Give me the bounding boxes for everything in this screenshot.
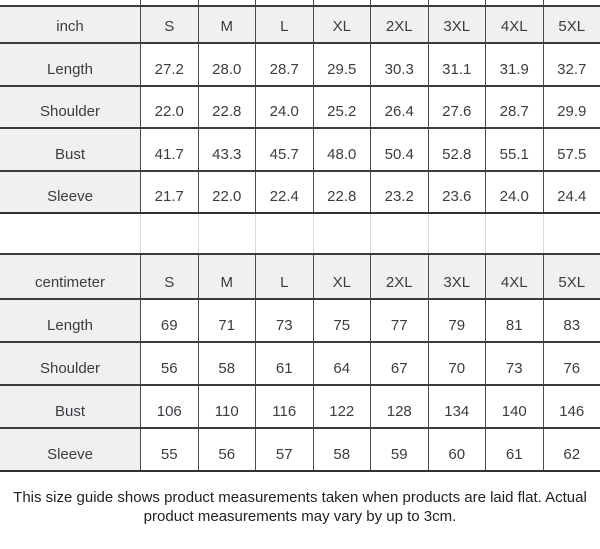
crop-strip-cell [255, 0, 313, 5]
value-cell: 75 [313, 300, 371, 341]
value-cell: 21.7 [140, 172, 198, 213]
value-cell: 61 [485, 429, 543, 470]
measurement-row [0, 384, 600, 427]
value-cell: 140 [485, 386, 543, 427]
measurement-row [0, 170, 600, 213]
size-column-header: 4XL [485, 7, 543, 42]
crop-strip-cell [313, 0, 371, 5]
value-cell: 32.7 [543, 44, 600, 85]
value-cell: 31.1 [428, 44, 486, 85]
value-cell: 76 [543, 343, 600, 384]
crop-strip-cell [0, 0, 140, 5]
value-cell: 69 [140, 300, 198, 341]
row-label-cell: Sleeve [0, 429, 140, 470]
value-cell: 71 [198, 300, 256, 341]
spacer-cell [370, 214, 428, 253]
size-column-header: XL [313, 7, 371, 42]
table-gap-spacer [0, 214, 600, 253]
value-cell: 27.6 [428, 87, 486, 128]
size-column-header: 5XL [543, 7, 600, 42]
value-cell: 52.8 [428, 129, 486, 170]
value-cell: 28.7 [485, 87, 543, 128]
spacer-cell [140, 214, 198, 253]
value-cell: 61 [255, 343, 313, 384]
size-column-header: 3XL [428, 7, 486, 42]
spacer-cell [255, 214, 313, 253]
spacer-cell [428, 214, 486, 253]
value-cell: 22.0 [140, 87, 198, 128]
measurement-row [0, 127, 600, 170]
crop-strip-cell [370, 0, 428, 5]
value-cell: 22.8 [313, 172, 371, 213]
spacer-cell [485, 214, 543, 253]
size-column-header: L [255, 7, 313, 42]
size-column-header: M [198, 7, 256, 42]
value-cell: 56 [198, 429, 256, 470]
crop-strip-cell [140, 0, 198, 5]
value-cell: 25.2 [313, 87, 371, 128]
value-cell: 79 [428, 300, 486, 341]
size-column-header: XL [313, 255, 371, 298]
value-cell: 116 [255, 386, 313, 427]
crop-strip-cell [198, 0, 256, 5]
value-cell: 26.4 [370, 87, 428, 128]
value-cell: 56 [140, 343, 198, 384]
value-cell: 50.4 [370, 129, 428, 170]
size-column-header: L [255, 255, 313, 298]
value-cell: 23.2 [370, 172, 428, 213]
row-label-cell: Shoulder [0, 87, 140, 128]
crop-strip-cell [543, 0, 600, 5]
value-cell: 59 [370, 429, 428, 470]
value-cell: 57.5 [543, 129, 600, 170]
size-column-header: 2XL [370, 255, 428, 298]
row-label-cell: Length [0, 44, 140, 85]
size-column-header: S [140, 255, 198, 298]
value-cell: 22.4 [255, 172, 313, 213]
value-cell: 67 [370, 343, 428, 384]
value-cell: 73 [255, 300, 313, 341]
value-cell: 64 [313, 343, 371, 384]
footer-note-line-2: product measurements may vary by up to 3cm. [143, 508, 457, 525]
measurement-row [0, 85, 600, 128]
size-column-header: 2XL [370, 7, 428, 42]
value-cell: 28.7 [255, 44, 313, 85]
value-cell: 58 [198, 343, 256, 384]
value-cell: 77 [370, 300, 428, 341]
size-column-header: M [198, 255, 256, 298]
row-label-cell: Bust [0, 386, 140, 427]
spacer-cell [198, 214, 256, 253]
value-cell: 22.0 [198, 172, 256, 213]
footer-note-line-1: This size guide shows product measurements taken when products are laid flat. Actual [13, 489, 587, 506]
value-cell: 81 [485, 300, 543, 341]
value-cell: 27.2 [140, 44, 198, 85]
size-column-header: 3XL [428, 255, 486, 298]
value-cell: 30.3 [370, 44, 428, 85]
row-label-cell: Bust [0, 129, 140, 170]
value-cell: 29.5 [313, 44, 371, 85]
unit-header-cell: centimeter [0, 255, 140, 298]
size-column-header: 4XL [485, 255, 543, 298]
value-cell: 146 [543, 386, 600, 427]
measurement-row [0, 341, 600, 384]
value-cell: 62 [543, 429, 600, 470]
spacer-cell [0, 214, 140, 253]
value-cell: 60 [428, 429, 486, 470]
value-cell: 134 [428, 386, 486, 427]
size-column-header: S [140, 7, 198, 42]
value-cell: 83 [543, 300, 600, 341]
value-cell: 23.6 [428, 172, 486, 213]
measurement-row [0, 42, 600, 85]
value-cell: 45.7 [255, 129, 313, 170]
value-cell: 58 [313, 429, 371, 470]
value-cell: 24.0 [255, 87, 313, 128]
size-table-header-row [0, 5, 600, 42]
value-cell: 55 [140, 429, 198, 470]
value-cell: 128 [370, 386, 428, 427]
row-label-cell: Length [0, 300, 140, 341]
value-cell: 31.9 [485, 44, 543, 85]
value-cell: 43.3 [198, 129, 256, 170]
size-table-header-row [0, 253, 600, 298]
unit-header-cell: inch [0, 7, 140, 42]
crop-strip-cell [428, 0, 486, 5]
size-table-centimeter [0, 253, 600, 472]
crop-strip-cell [485, 0, 543, 5]
value-cell: 28.0 [198, 44, 256, 85]
value-cell: 29.9 [543, 87, 600, 128]
value-cell: 57 [255, 429, 313, 470]
value-cell: 22.8 [198, 87, 256, 128]
value-cell: 70 [428, 343, 486, 384]
measurement-row [0, 298, 600, 341]
value-cell: 106 [140, 386, 198, 427]
row-label-cell: Shoulder [0, 343, 140, 384]
value-cell: 24.4 [543, 172, 600, 213]
value-cell: 24.0 [485, 172, 543, 213]
row-label-cell: Sleeve [0, 172, 140, 213]
value-cell: 48.0 [313, 129, 371, 170]
measurement-row [0, 427, 600, 470]
value-cell: 55.1 [485, 129, 543, 170]
size-table-inch [0, 5, 600, 214]
spacer-cell [543, 214, 600, 253]
value-cell: 110 [198, 386, 256, 427]
value-cell: 73 [485, 343, 543, 384]
top-cropped-row-strip [0, 0, 600, 5]
footer-note [0, 472, 600, 549]
size-column-header: 5XL [543, 255, 600, 298]
value-cell: 41.7 [140, 129, 198, 170]
spacer-cell [313, 214, 371, 253]
value-cell: 122 [313, 386, 371, 427]
